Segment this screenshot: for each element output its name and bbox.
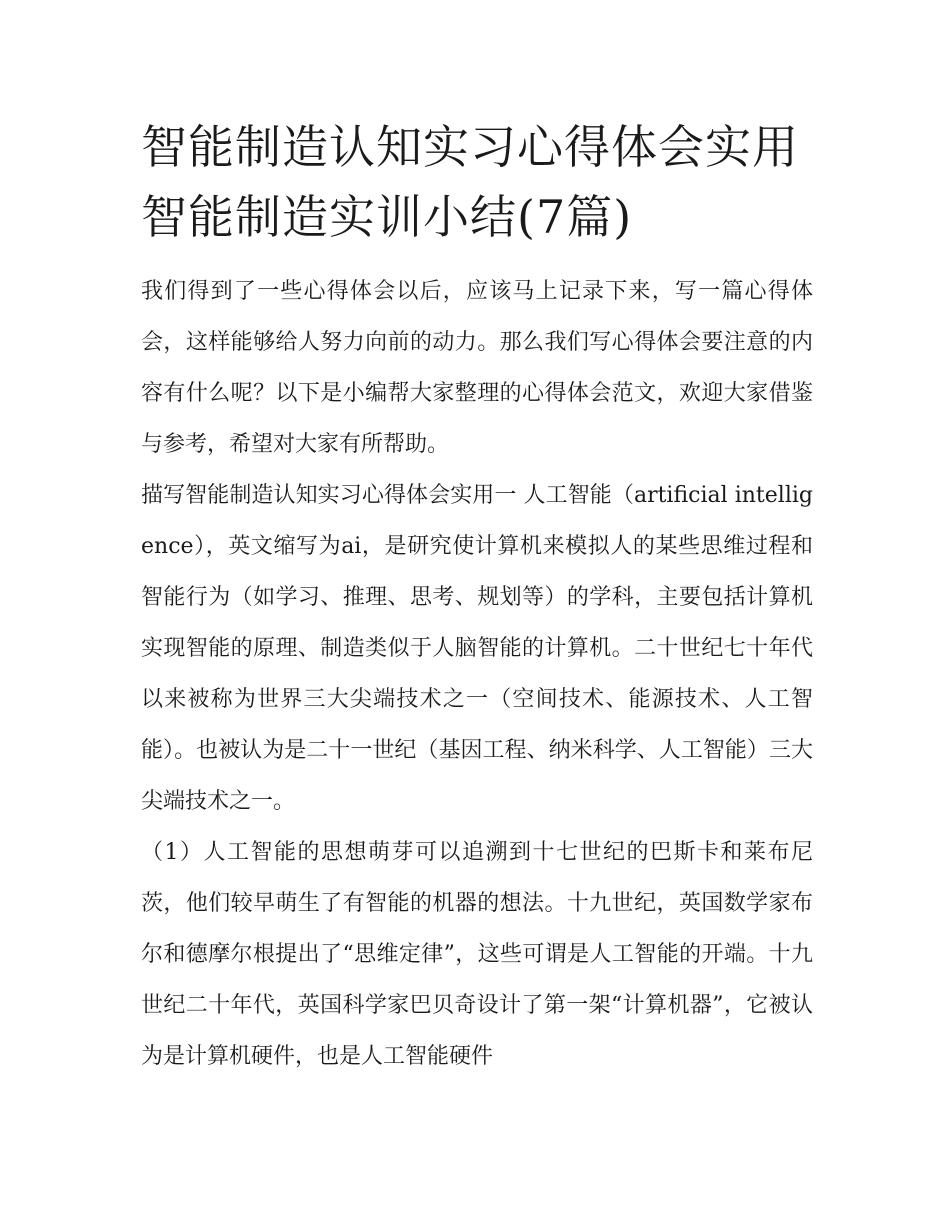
intro-paragraph: 我们得到了一些心得体会以后，应该马上记录下来，写一篇心得体会，这样能够给人努力向前的动力。那么我们写心得体会要注意的内容有什么呢？以下是小编帮大家整理的心得体会范文，欢迎大家借鉴与参考，希望对大家有所帮助。 xyxy=(141,279,813,457)
document-body xyxy=(141,112,813,1082)
body-paragraph-ai-definition: 描写智能制造认知实习心得体会实用一 人工智能（artificial intelligence），英文缩写为ai，是研究使计算机来模拟人的某些思维过程和智能行为（如学习、推理、思考、规划等）的学科，主要包括计算机实现智能的原理、制造类似于人脑智能的计算机。二十世纪七十年代以来被称为世界三大尖端技术之一（空间技术、能源技术、人工智能）。也被认为是二十一世纪（基因工程、纳米科学、人工智能）三大尖端技术之一。 xyxy=(141,483,813,814)
body-paragraph-ai-history: （1）人工智能的思想萌芽可以追溯到十七世纪的巴斯卡和莱布尼茨，他们较早萌生了有智能的机器的想法。十九世纪，英国数学家布尔和德摩尔根提出了“思维定律”，这些可谓是人工智能的开端。十九世纪二十年代，英国科学家巴贝奇设计了第一架“计算机器”，它被认为是计算机硬件，也是人工智能硬件 xyxy=(141,840,813,1069)
document-title: 智能制造认知实习心得体会实用 智能制造实训小结(7篇) xyxy=(141,120,799,244)
